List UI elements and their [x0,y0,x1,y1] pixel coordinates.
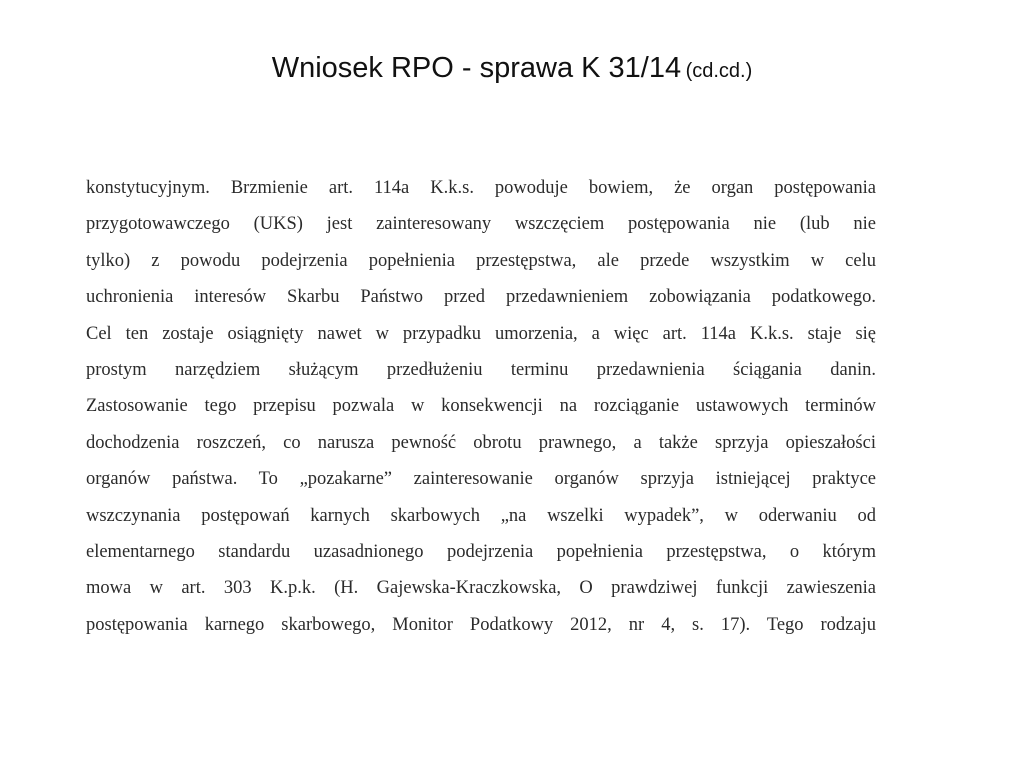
document-line: elementarnego standardu uzasadnionego podejrzenia popełnienia przestępstwa, o którym [86,541,876,562]
document-line: Zastosowanie tego przepisu pozwala w konsekwencji na rozciąganie ustawowych terminów [86,396,876,417]
document-line: tylko) z powodu podejrzenia popełnienia przestępstwa, ale przede wszystkim w celu [86,250,876,271]
document-line: uchronienia interesów Skarbu Państwo przed przedawnieniem zobowiązania podatkowego. [86,287,876,308]
document-line: wszczynania postępowań karnych skarbowych „na wszelki wypadek”, w oderwaniu od [86,505,876,526]
scanned-document-excerpt [86,174,876,647]
slide-title-suffix: (cd.cd.) [685,60,753,82]
document-line: postępowania karnego skarbowego, Monitor Podatkowy 2012, nr 4, s. 17). Tego rodzaju [86,614,876,635]
document-line: prostym narzędziem służącym przedłużeniu terminu przedawnienia ściągania danin. [86,359,876,380]
document-line: organów państwa. To „pozakarne” zainteresowanie organów sprzyja istniejącej praktyce [86,469,876,490]
document-line: dochodzenia roszczeń, co narusza pewność obrotu prawnego, a także sprzyja opieszałości [86,432,876,453]
document-line: mowa w art. 303 K.p.k. (H. Gajewska-Kraczkowska, O prawdziwej funkcji zawieszenia [86,578,876,599]
slide-title-main: Wniosek RPO - sprawa K 31/14 [271,52,682,84]
document-line: Cel ten zostaje osiągnięty nawet w przypadku umorzenia, a więc art. 114a K.k.s. staje się [86,323,876,344]
document-line: przygotowawczego (UKS) jest zainteresowany wszczęciem postępowania nie (lub nie [86,214,876,235]
slide-title [0,52,1024,85]
document-line: konstytucyjnym. Brzmienie art. 114a K.k.s. powoduje bowiem, że organ postępowania [86,178,876,198]
